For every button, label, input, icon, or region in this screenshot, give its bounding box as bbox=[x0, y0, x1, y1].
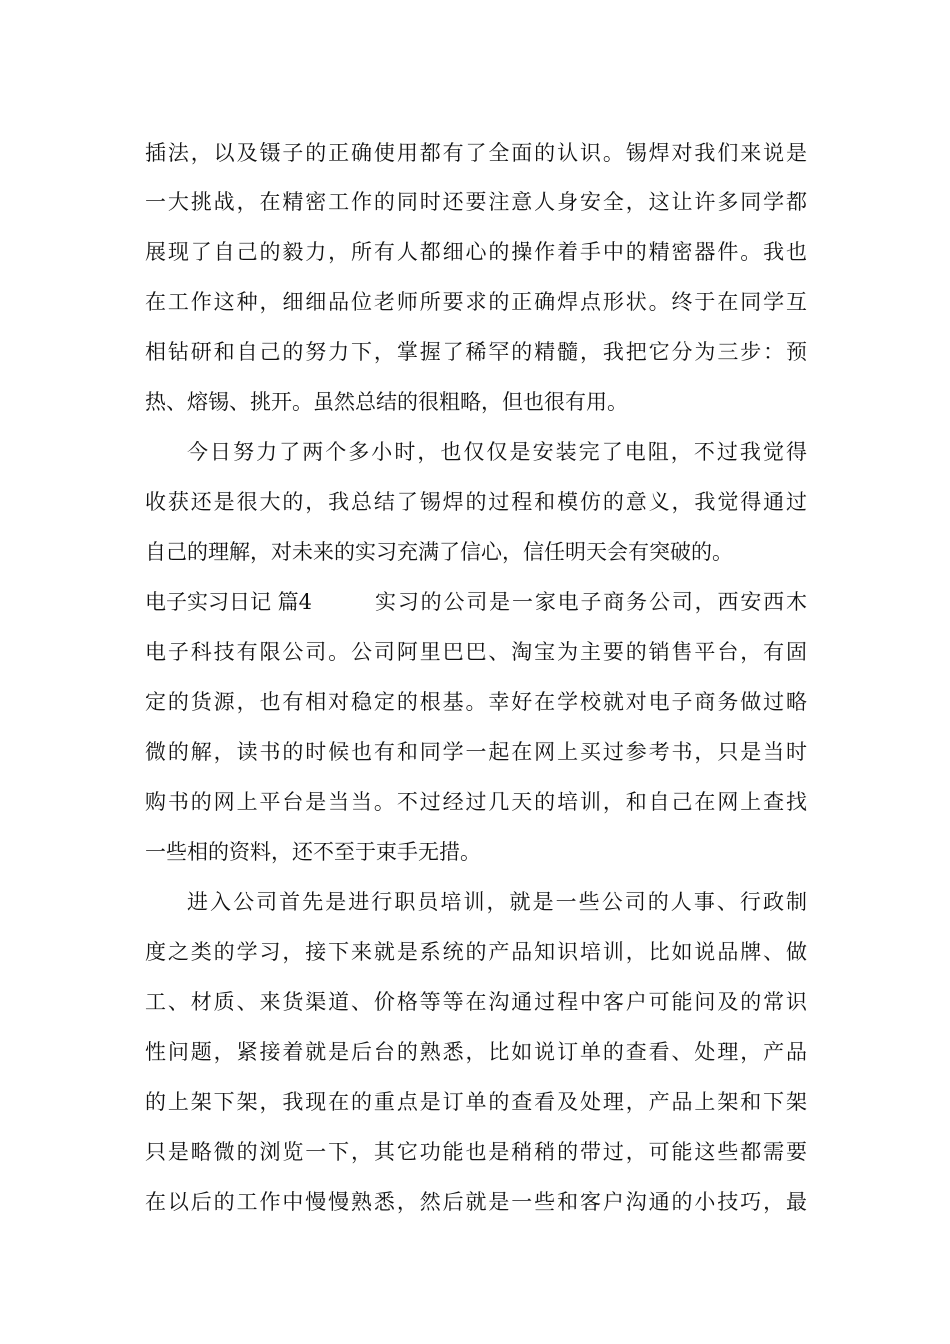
paragraph-line: 相钻研和自己的努力下，掌握了稀罕的精髓，我把它分为三步：预 bbox=[145, 340, 807, 364]
paragraph-line: 一些相的资料，还不至于束手无措。 bbox=[145, 840, 481, 864]
paragraph-line: 热、熔锡、挑开。虽然总结的很粗略，但也很有用。 bbox=[145, 390, 628, 414]
paragraph-line: 插法，以及镊子的正确使用都有了全面的认识。锡焊对我们来说是 bbox=[145, 141, 807, 165]
paragraph-line: 自己的理解，对未来的实习充满了信心，信任明天会有突破的。 bbox=[145, 540, 733, 564]
paragraph-line: 度之类的学习，接下来就是系统的产品知识培训，比如说品牌、做 bbox=[145, 940, 807, 964]
section-heading-line bbox=[145, 584, 807, 620]
paragraph-line: 实习的公司是一家电子商务公司，西安西木 bbox=[375, 590, 807, 614]
paragraph-line: 收获还是很大的，我总结了锡焊的过程和模仿的意义，我觉得通过 bbox=[145, 490, 807, 514]
paragraph-line: 微的解，读书的时候也有和同学一起在网上买过参考书，只是当时 bbox=[145, 740, 807, 764]
paragraph-line: 工、材质、来货渠道、价格等等在沟通过程中客户可能问及的常识 bbox=[145, 990, 807, 1014]
paragraph-line: 的上架下架，我现在的重点是订单的查看及处理，产品上架和下架 bbox=[145, 1090, 807, 1114]
paragraph-line: 购书的网上平台是当当。不过经过几天的培训，和自己在网上查找 bbox=[145, 790, 807, 814]
paragraph-line: 展现了自己的毅力，所有人都细心的操作着手中的精密器件。我也 bbox=[145, 240, 807, 264]
paragraph-line: 一大挑战，在精密工作的同时还要注意人身安全，这让许多同学都 bbox=[145, 190, 807, 214]
paragraph-line: 在工作这种，细细品位老师所要求的正确焊点形状。终于在同学互 bbox=[145, 290, 807, 314]
paragraph-line: 今日努力了两个多小时，也仅仅是安装完了电阻，不过我觉得 bbox=[187, 440, 807, 464]
paragraph-line: 定的货源，也有相对稳定的根基。幸好在学校就对电子商务做过略 bbox=[145, 690, 807, 714]
paragraph-line: 进入公司首先是进行职员培训，就是一些公司的人事、行政制 bbox=[187, 890, 807, 914]
paragraph-line: 在以后的工作中慢慢熟悉，然后就是一些和客户沟通的小技巧，最 bbox=[145, 1190, 807, 1214]
paragraph-line: 只是略微的浏览一下，其它功能也是稍稍的带过，可能这些都需要 bbox=[145, 1140, 807, 1164]
paragraph-line: 性问题，紧接着就是后台的熟悉，比如说订单的查看、处理，产品 bbox=[145, 1040, 807, 1064]
paragraph-line: 电子科技有限公司。公司阿里巴巴、淘宝为主要的销售平台，有固 bbox=[145, 640, 807, 664]
section-heading: 电子实习日记 篇4 bbox=[145, 590, 313, 614]
